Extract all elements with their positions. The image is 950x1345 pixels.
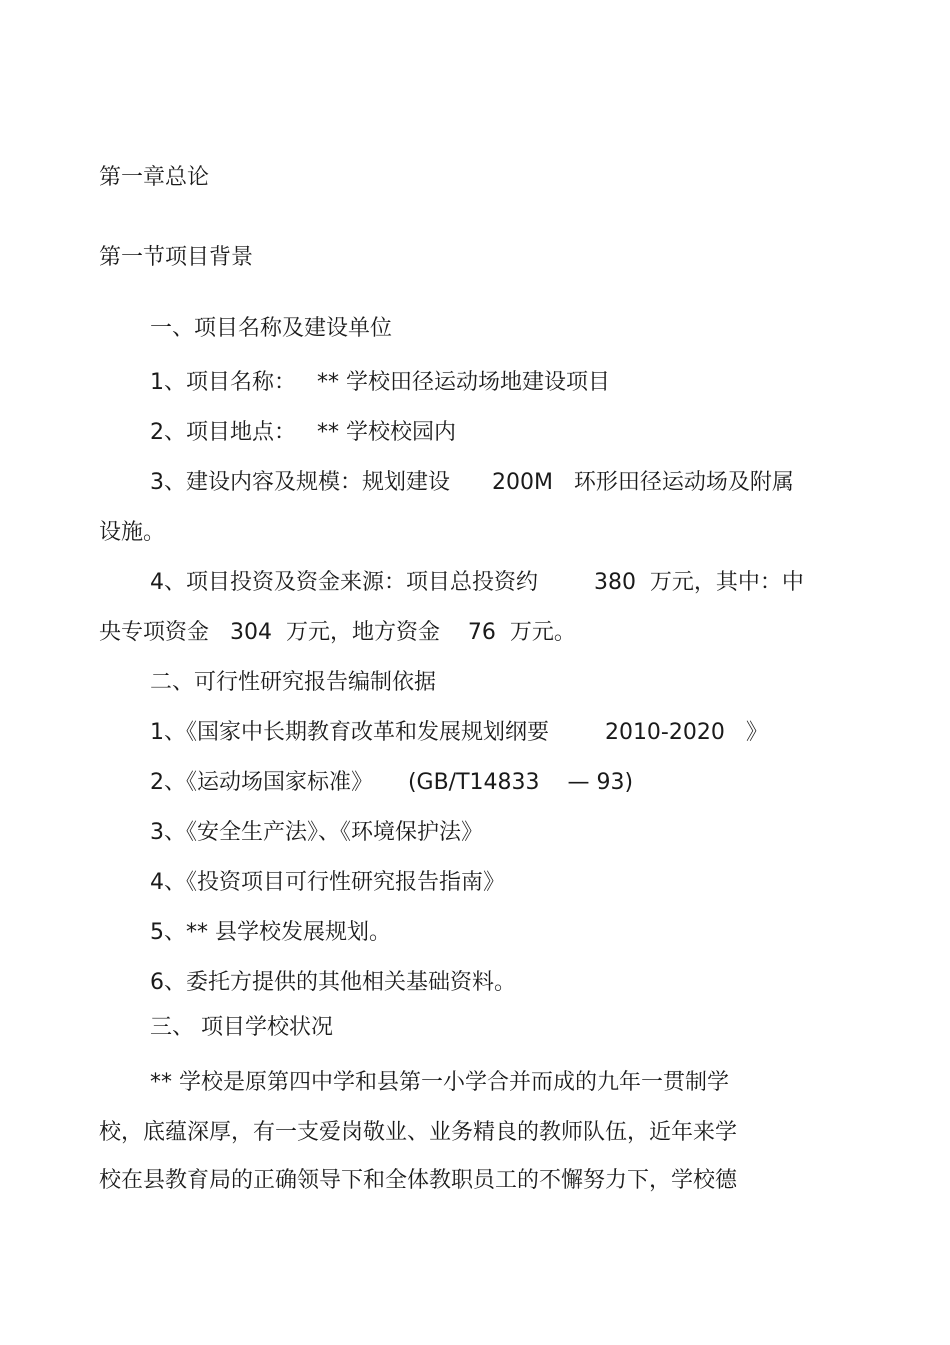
basis-item-4: 4、《投资项目可行性研究报告指南》 <box>150 870 505 895</box>
part1-heading: 一、项目名称及建设单位 <box>150 316 393 341</box>
chapter-title: 第一章总论 <box>99 165 210 190</box>
basis-item-2: 2、《运动场国家标准》 (GB/T14833 — 93) <box>150 770 634 795</box>
part3-heading: 三、 项目学校状况 <box>150 1015 333 1040</box>
basis-item-1: 1、《国家中长期教育改革和发展规划纲要 2010-2020 》 <box>150 720 768 745</box>
construction-scope-continuation: 设施。 <box>99 520 166 545</box>
school-status-paragraph-line-1: ** 学校是原第四中学和县第一小学合并而成的九年一贯制学 <box>150 1070 729 1095</box>
basis-item-6: 6、委托方提供的其他相关基础资料。 <box>150 970 516 995</box>
basis-item-5: 5、** 县学校发展规划。 <box>150 920 391 945</box>
basis-item-3: 3、《安全生产法》、《环境保护法》 <box>150 820 483 845</box>
investment-item: 4、项目投资及资金来源：项目总投资约 380 万元，其中：中 <box>150 570 804 595</box>
construction-scope-item: 3、建设内容及规模：规划建设 200M 环形田径运动场及附属 <box>150 470 794 495</box>
project-name-item: 1、项目名称： ** 学校田径运动场地建设项目 <box>150 370 610 395</box>
school-status-paragraph-line-2: 校，底蕴深厚，有一支爱岗敬业、业务精良的教师队伍，近年来学 <box>99 1120 738 1145</box>
project-location-item: 2、项目地点： ** 学校校园内 <box>150 420 456 445</box>
section-title: 第一节项目背景 <box>99 245 254 270</box>
part2-heading: 二、可行性研究报告编制依据 <box>150 670 437 695</box>
investment-continuation: 央专项资金 304 万元，地方资金 76 万元。 <box>99 620 576 645</box>
school-status-paragraph-line-3: 校在县教育局的正确领导下和全体教职员工的不懈努力下，学校德 <box>99 1168 738 1193</box>
